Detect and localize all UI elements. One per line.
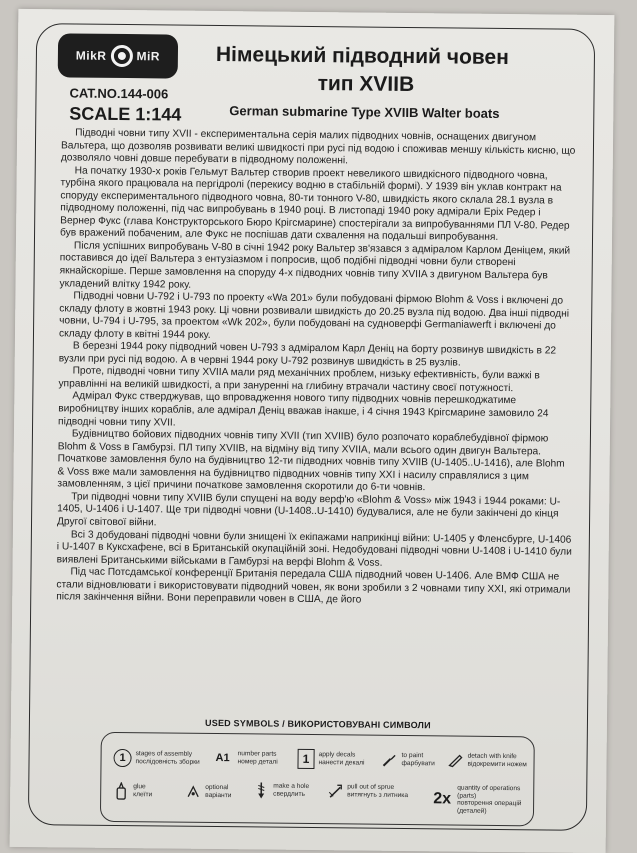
history-text (56, 127, 577, 609)
page-title: Німецький підводний човен (215, 42, 509, 70)
paragraph: Підводні човни типу XVII - експериментальна серія малих підводних човнів, оснащених двигуном Вальтера, що дозволяв розвивати великі швидкості при русі під водою і споживав меншу кількість кисню, що дозволяло човні довше перебувати в підводному положенні. (60, 127, 576, 167)
paragraph: Будівництво бойових підводних човнів типу XVII (тип XVIIB) було розпочато кораблебудівної фірмою Blohm & Voss в Гамбурзі. ПЛ типу XVIIB, на відміну від типу XVIIA, мали всього один двигун Вальтера. Початкове замовлення було на будівництво 12-ти підводних човнів типу XVIIB (U-1405..U-1416), але Blohm & Voss вже мали замовлення на будівництво підводних човнів типу XXI і насилу справлялися з цим замовленням, з цієї причини початкове замовлення скоротили до 6-ти човнів. (57, 428, 565, 494)
legend-label-ua: витягнуть з литника (347, 791, 409, 800)
legend-label-en: pull out of sprue (347, 783, 395, 792)
legend-label-ua: номер деталі (237, 758, 278, 766)
legend-label-en: number parts (237, 750, 277, 759)
legend-label-en: detach with knife (467, 753, 517, 761)
paragraph: Після успішних випробувань V-80 в січні 1942 року Вальтер зв'язався з адміралом Карлом Деніцем, який поставився до ідеї Вальтера з ентузіазмом і попросив, щоб подібні підводні човни були створені якнайскоріше. Перше замовлення на споруду 4-х підводних човнів типу XVIIA з двигуном Вальтера був укладений влітку 1942 року. (59, 240, 571, 291)
knife-icon (447, 752, 463, 768)
page-title-line2: тип XVIIB (317, 72, 415, 97)
paragraph: В березні 1944 року підводний човен U-793 з адміралом Карл Деніц на борту розвинув швидкість в 22 вузли при русі під водою. А в червні 1944 року U-792 розвинув швидкість в 25 вузлів. (58, 340, 557, 369)
sprue-icon (327, 783, 343, 799)
legend-label-ua: клеїти (133, 791, 153, 799)
glue-icon (113, 783, 129, 799)
legend-item-decals (297, 749, 364, 770)
legend-label-ua: свердлить (273, 790, 305, 798)
paragraph: Всі 3 добудовані підводні човни були знищені їх екіпажами наприкінці війни: U-1405 у Фленсбурге, U-1406 і U-1407 в Куксхафене, всі в Британській окупаційній зоні. Недобудовані підводні човни U-1408 і U-1410 були виявлені Британськими військами в Гамбурзі на верфі Blohm & Voss. (56, 528, 572, 569)
legend-label-ua: послідовність зборки (135, 758, 200, 766)
symbols-legend (100, 717, 535, 827)
legend-title: USED SYMBOLS / ВИКОРИСТОВУВАНІ СИМВОЛИ (205, 717, 431, 731)
legend-label-en: optional (205, 784, 229, 792)
scale-label: SCALE 1:144 (69, 103, 182, 125)
legend-label-en: stages of assembly (135, 750, 193, 759)
legend-item-optional (185, 784, 231, 800)
legend-item-sprue (327, 783, 408, 800)
legend-label-ua: фарбувати (401, 759, 435, 768)
paragraph: Адмірал Фукс стверджував, що впровадження нового типу підводних човнів перешкоджатиме виробництву інших кораблів, але адмірал Деніц вважав інакше, і 4 січня 1943 Крігсмарине замовило 24 підводні човни типу XVII. (58, 390, 549, 429)
part-number-icon: A1 (215, 752, 230, 765)
quantity-icon: 2x (433, 790, 452, 808)
legend-item-part-number (211, 750, 277, 767)
paragraph: Три підводні човни типу XVIIB були спущені на воду верф'ю «Blohm & Voss» між 1943 і 1944 роками: U-1405, U-1406 і U-1407. Ще три підводні човни (U-1408..U-1410) будувалися, але не були закінчені до кінця Другої світової війни. (56, 491, 561, 529)
paragraph: На початку 1930-х років Гельмут Вальтер створив проект невеликого швидкісного підводного човна, турбіна якого працювала на пергідролі (перекису водню в стабільній формі). У 1939 він уклав контракт на споруду експериментального підводного човна, 80-ти тонного V-80, швидкість якого склала 28.1 вузла в підводному положенні, під час випробувань в 1940 році. В листопаді 1940 року адмірали Еріх Редер і Вернер Фукс (глава Конструкторського Бюро Крігсмарине) спостерігали за випробуваннями ПЛ V-80. Редер був вражений побаченим, але Фукс не поспішав дати схвалення на подальші випробування. (59, 165, 570, 244)
legend-label-en: to paint (401, 752, 424, 760)
gear-icon (110, 45, 132, 67)
legend-item-glue (113, 783, 152, 799)
paragraph: Під час Потсдамської конференції Британія передала США підводний човен U-1406. Але ВМФ США не стали відновлювати і використовувати підводний човен, як вони зробили з 2 човнами типу XXI, які отримали після закінчення війни. Вони переправили човен в США, де його (56, 566, 571, 606)
legend-item-quantity (431, 784, 533, 815)
paragraph: Проте, підводні човни типу XVIIA мали ряд механічних проблем, низьку ефективність, були важкі в управлінні на великій швидкості, а при зануренні на глибину втрачали частину своєї потужності. (58, 365, 540, 395)
optional-icon (185, 784, 201, 800)
legend-label-en: glue (133, 783, 146, 791)
legend-label-ua: варіанти (205, 791, 232, 800)
instruction-sheet (10, 9, 615, 853)
brand-logo (58, 33, 178, 78)
legend-label-en: make a hole (273, 783, 310, 791)
page-subtitle: German submarine Type XVIIB Walter boats (229, 103, 500, 121)
decal-icon: 1 (297, 749, 314, 769)
brand-logo-right: MiR (136, 49, 161, 64)
legend-item-knife (447, 752, 526, 769)
legend-label-en: quantity of operations (parts) (457, 784, 521, 800)
legend-label-ua: нанести декалі (318, 759, 365, 767)
legend-label-en: apply decals (318, 751, 356, 759)
paint-brush-icon (381, 752, 397, 768)
drill-icon (253, 782, 269, 798)
brand-logo-left: MikR (75, 48, 107, 63)
legend-label-ua: повторення операцій (деталей) (456, 799, 522, 815)
catalog-number: CAT.NO.144-006 (69, 85, 169, 102)
paragraph: Підводні човни U-792 і U-793 по проекту «Wa 201» були побудовані фірмою Blohm & Voss і включені до складу флоту в жовтні 1943 року. Ці човни розвивали швидкість до 20.25 вузла під водою. Два інші підводні човни, U-794 і U-795, за проектом «Wk 202», були побудовані на судноверфі Germaniawerft і включені до складу флоту в квітні 1944 року. (58, 290, 570, 341)
legend-item-stages (113, 749, 199, 768)
legend-item-drill (253, 782, 309, 799)
step-number-icon: 1 (113, 749, 131, 767)
legend-label-ua: відокремити ножем (467, 760, 527, 769)
legend-item-paint (381, 752, 435, 769)
